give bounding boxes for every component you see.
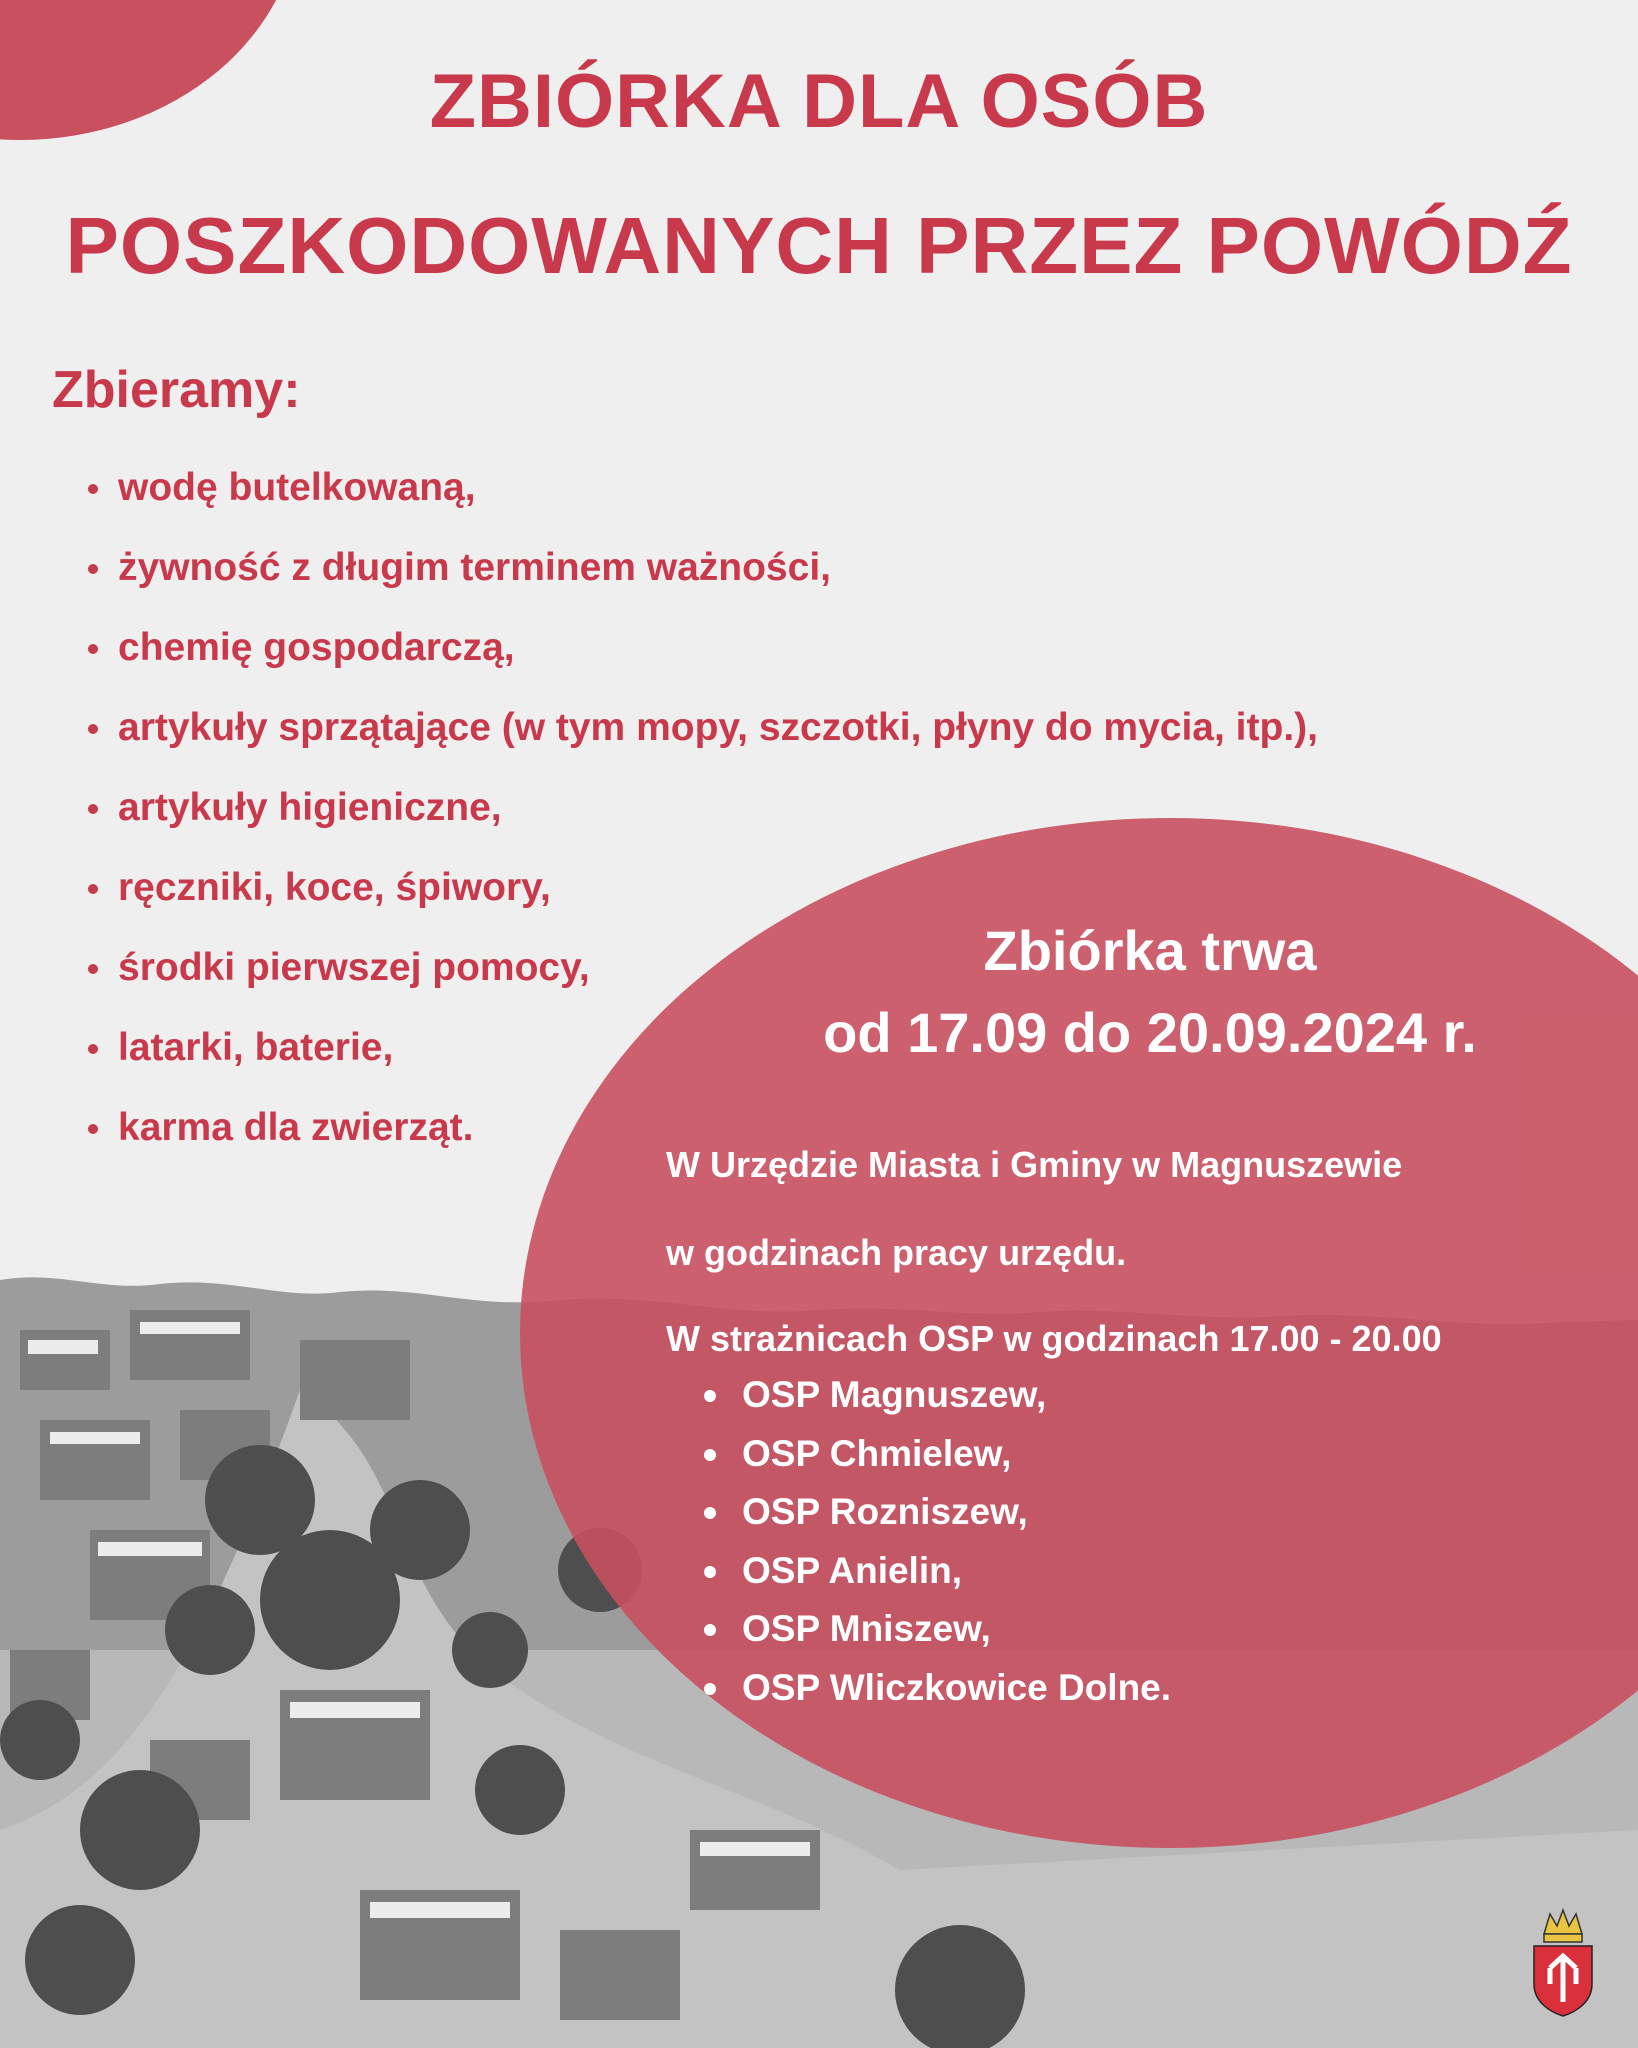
office-line1: W Urzędzie Miasta i Gminy w Magnuszewie [666,1144,1403,1185]
osp-units-list [700,1366,1171,1717]
list-item: OSP Rozniszew, [700,1483,1171,1542]
list-item: karma dla zwierząt. [88,1088,1318,1168]
list-item: OSP Anielin, [700,1542,1171,1601]
coat-of-arms-icon [1530,1906,1596,2018]
list-item: artykuły higieniczne, [88,768,1318,848]
poster-title-line1: ZBIÓRKA DLA OSÓB [429,59,1209,144]
collect-heading: Zbieramy: [52,361,301,419]
list-item: latarki, baterie, [88,1008,1318,1088]
office-line2: w godzinach pracy urzędu. [666,1232,1127,1273]
list-item: chemię gospodarczą, [88,608,1318,688]
list-item: OSP Wliczkowice Dolne. [700,1659,1171,1718]
list-item: OSP Mniszew, [700,1600,1171,1659]
list-item: wodę butelkowaną, [88,448,1318,528]
list-item: OSP Chmielew, [700,1425,1171,1484]
list-item: artykuły sprzątające (w tym mopy, szczotki, płyny do mycia, itp.), [88,688,1318,768]
list-item: żywność z długim terminem ważności, [88,528,1318,608]
info-title-line1: Zbiórka trwa [983,919,1317,982]
info-title-line2: od 17.09 do 20.09.2024 r. [823,1001,1477,1064]
poster-title-line2: POSZKODOWANYCH PRZEZ POWÓDŹ [65,201,1573,290]
list-item: OSP Magnuszew, [700,1366,1171,1425]
list-item: środki pierwszej pomocy, [88,928,1318,1008]
list-item: ręczniki, koce, śpiwory, [88,848,1318,928]
osp-intro: W strażnicach OSP w godzinach 17.00 - 20.00 [666,1318,1442,1359]
